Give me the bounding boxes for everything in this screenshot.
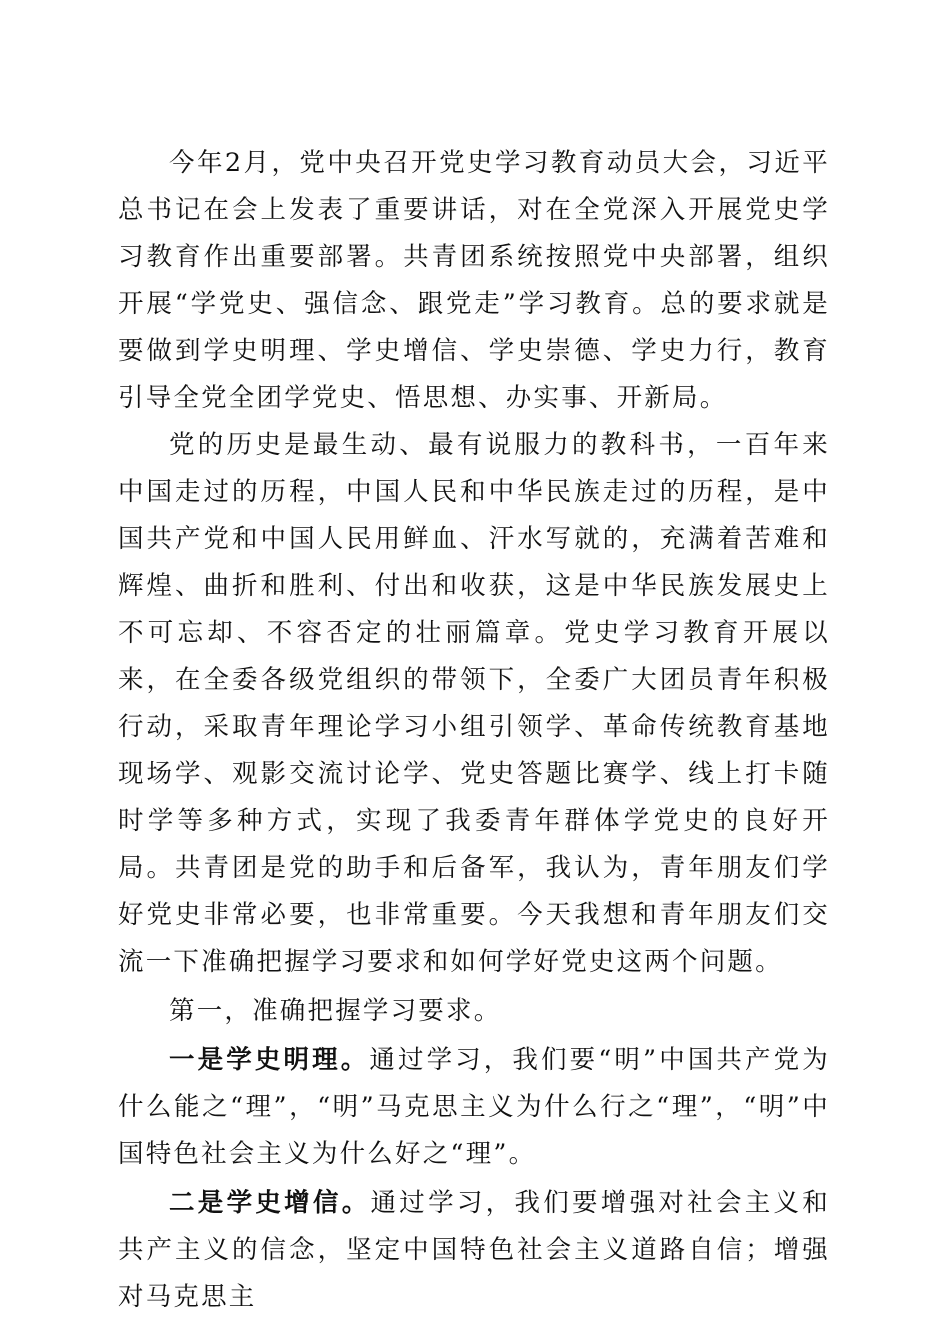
point-one-lead: 一是学史明理。 xyxy=(169,1045,370,1075)
paragraph-point-one xyxy=(118,1037,830,1178)
document-body xyxy=(118,140,830,1321)
paragraph-intro xyxy=(118,140,830,422)
paragraph-point-two xyxy=(118,1180,830,1321)
point-one-text: 通过学习，我们要“明”中国共产党为什么能之“理”，“明”马克思主义为什么行之“理”，“明”中国特色社会主义为什么好之“理”。 xyxy=(118,1045,830,1169)
section-heading-first-text: 第一，准确把握学习要求。 xyxy=(169,996,502,1026)
point-two-lead: 二是学史增信。 xyxy=(169,1188,371,1218)
paragraph-party-history xyxy=(118,422,830,986)
paragraph-intro-text: 今年2月，党中央召开党史学习教育动员大会，习近平总书记在会上发表了重要讲话，对在全党深入开展党史学习教育作出重要部署。共青团系统按照党中央部署，组织开展“学党史、强信念、跟党走”学习教育。总的要求就是要做到学史明理、学史增信、学史崇德、学史力行，教育引导全党全团学党史、悟思想、办实事、开新局。 xyxy=(118,148,830,413)
section-heading-first xyxy=(118,988,830,1035)
point-two-text: 通过学习，我们要增强对社会主义和共产主义的信念，坚定中国特色社会主义道路自信；增强对马克思主 xyxy=(118,1188,831,1312)
paragraph-party-history-text: 党的历史是最生动、最有说服力的教科书，一百年来中国走过的历程，中国人民和中华民族走过的历程，是中国共产党和中国人民用鲜血、汗水写就的，充满着苦难和辉煌、曲折和胜利、付出和收获，这是中华民族发展史上不可忘却、不容否定的壮丽篇章。党史学习教育开展以来，在全委各级党组织的带领下，全委广大团员青年积极行动，采取青年理论学习小组引领学、革命传统教育基地现场学、观影交流讨论学、党史答题比赛学、线上打卡随时学等多种方式，实现了我委青年群体学党史的良好开局。共青团是党的助手和后备军，我认为，青年朋友们学好党史非常必要，也非常重要。今天我想和青年朋友们交流一下准确把握学习要求和如何学好党史这两个问题。 xyxy=(118,430,830,977)
